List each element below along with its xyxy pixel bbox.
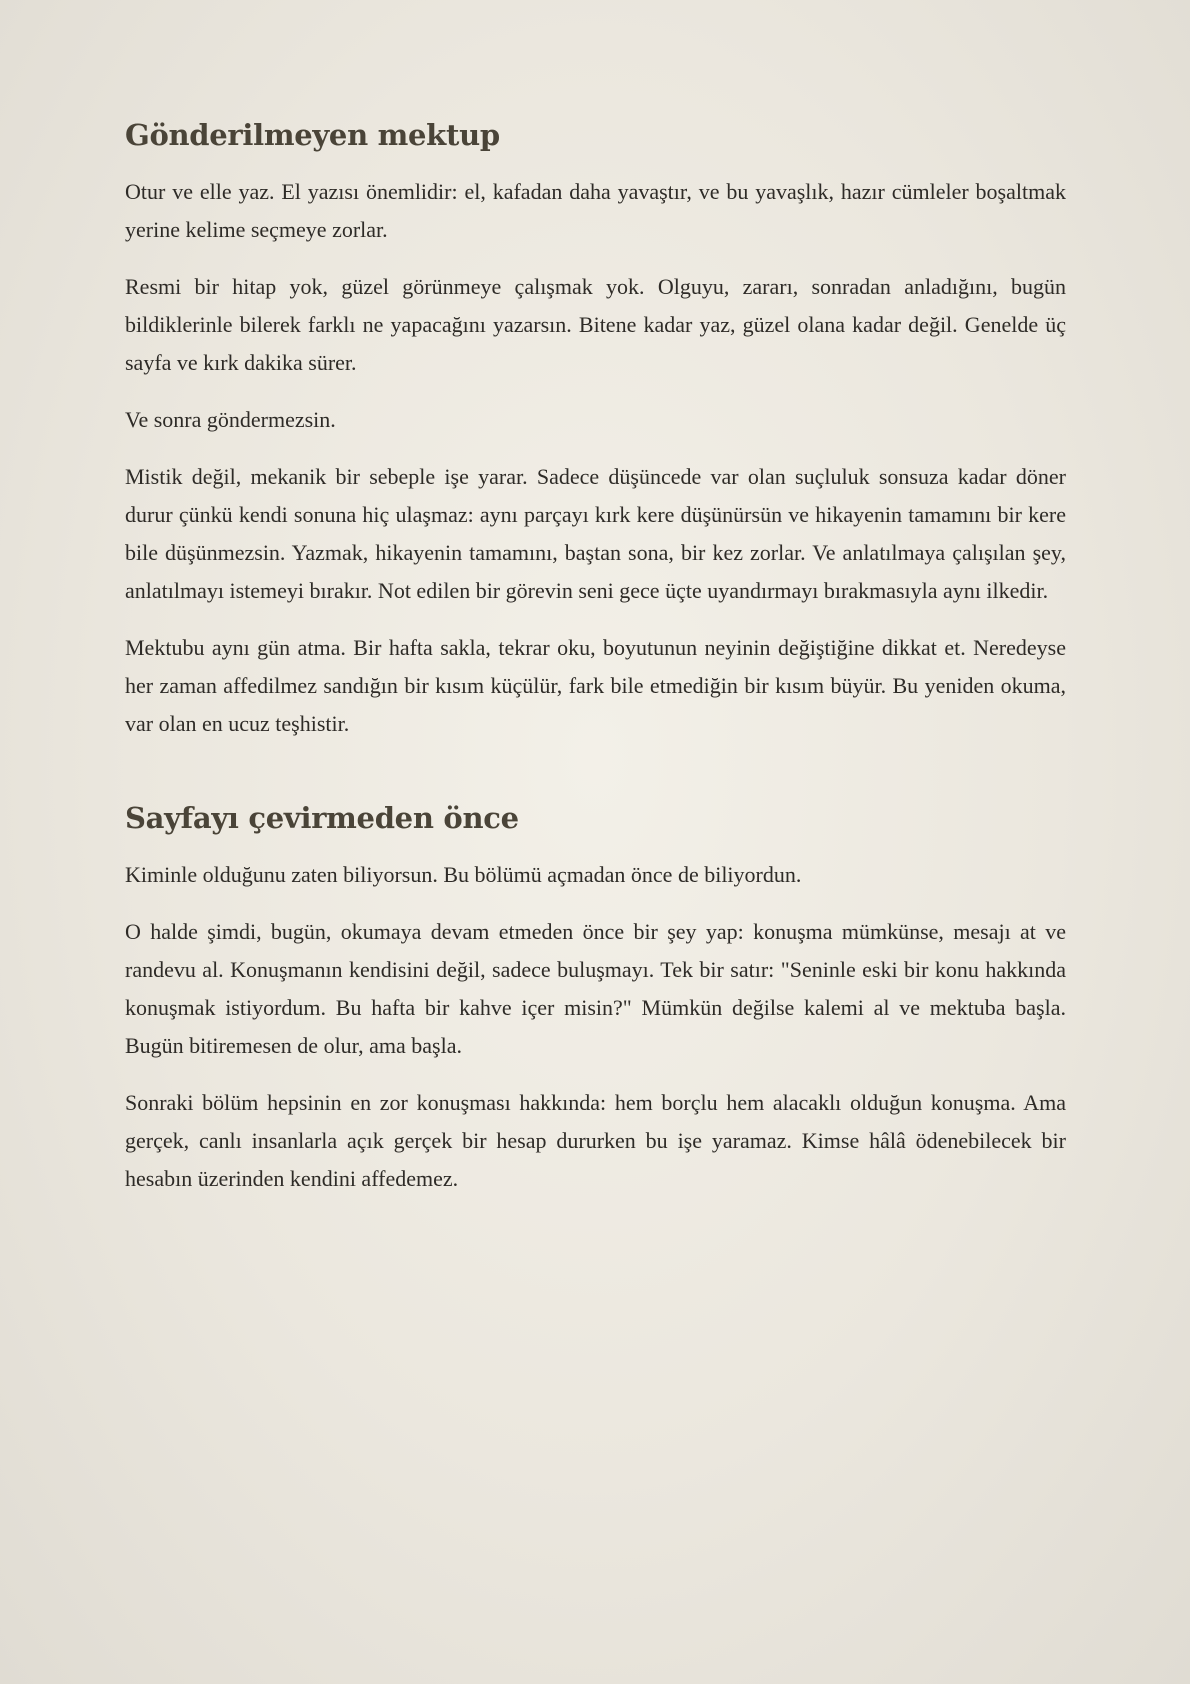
body-paragraph: Otur ve elle yaz. El yazısı önemlidir: el, kafadan daha yavaştır, ve bu yavaşlık, hazır cümleler boşaltmak yerine kelime seçmeye zorlar. bbox=[125, 178, 1066, 242]
section-heading: Gönderilmeyen mektup bbox=[125, 118, 500, 152]
body-paragraph: Resmi bir hitap yok, güzel görünmeye çalışmak yok. Olguyu, zararı, sonradan anladığını, bugün bildiklerinle bilerek farklı ne yapacağını yazarsın. Bitene kadar yaz, güzel olana kadar değil. Genelde üç sayfa ve kırk dakika sürer. bbox=[125, 273, 1066, 375]
body-paragraph: Mistik değil, mekanik bir sebeple işe yarar. Sadece düşüncede var olan suçluluk sonsuza kadar döner durur çünkü kendi sonuna hiç ulaşmaz: aynı parçayı kırk kere düşünürsün ve hikayenin tamamını bir kere bile düşünmezsin. Yazmak, hikayenin tamamını, baştan sona, bir kez zorlar. Ve anlatılmaya çalışılan şey, anlatılmayı istemeyi bırakır. Not edilen bir görevin seni gece üçte uyandırmayı bırakmasıyla aynı ilkedir. bbox=[125, 463, 1066, 603]
body-paragraph: Kiminle olduğunu zaten biliyorsun. Bu bölümü açmadan önce de biliyordun. bbox=[125, 861, 802, 887]
section-heading: Sayfayı çevirmeden önce bbox=[125, 800, 519, 835]
body-paragraph: Ve sonra göndermezsin. bbox=[125, 406, 336, 432]
body-paragraph: O halde şimdi, bugün, okumaya devam etmeden önce bir şey yap: konuşma mümkünse, mesajı at ve randevu al. Konuşmanın kendisini değil, sadece buluşmayı. Tek bir satır: "Seninle eski bir konu hakkında konuşmak istiyordum. Bu hafta bir kahve içer misin?" Mümkün değilse kalemi al ve mektuba başla. Bugün bitiremesen de olur, ama başla. bbox=[125, 918, 1066, 1058]
body-paragraph: Sonraki bölüm hepsinin en zor konuşması hakkında: hem borçlu hem alacaklı olduğun konuşma. Ama gerçek, canlı insanlarla açık gerçek bir hesap dururken bu işe yaramaz. Kimse hâlâ ödenebilecek bir hesabın üzerinden kendini affedemez. bbox=[125, 1089, 1066, 1191]
body-paragraph: Mektubu aynı gün atma. Bir hafta sakla, tekrar oku, boyutunun neyinin değiştiğine dikkat et. Neredeyse her zaman affedilmez sandığın bir kısım küçülür, fark bile etmediğin bir kısım büyür. Bu yeniden okuma, var olan en ucuz teşhistir. bbox=[125, 634, 1066, 736]
